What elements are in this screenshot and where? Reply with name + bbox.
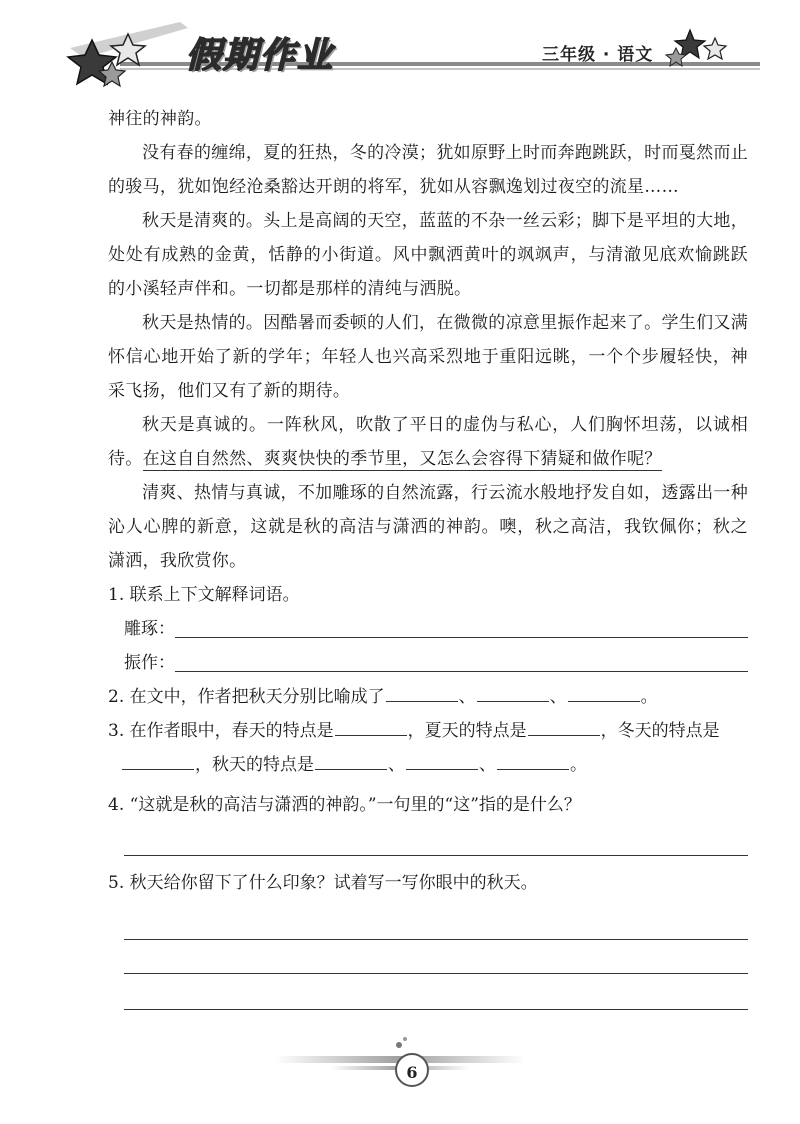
passage-paragraph [108,408,748,476]
star-icon [704,38,726,59]
answer-blank[interactable] [315,750,387,770]
underlined-sentence: 在这自自然然、爽爽快快的季节里，又怎么会容得下猜疑和做作呢？ [142,449,662,469]
answer-line[interactable] [124,822,748,856]
header-decoration [0,0,800,95]
dot-icon [403,1037,407,1041]
passage-paragraph: 清爽、热情与真诚，不加雕琢的自然流露，行云流水般地抒发自如，透露出一种沁人心脾的新意，这就是秋的高洁与潇洒的神韵。噢，秋之高洁，我钦佩你；秋之潇洒，我欣赏你。 [108,483,748,571]
answer-blank[interactable] [122,750,194,770]
grade-subject-label: 三年级 · 语文 [542,45,654,65]
separator: 。 [640,687,658,707]
word-label: 振作： [124,653,175,673]
passage-paragraph: 没有春的缠绵，夏的狂热，冬的冷漠；犹如原野上时而奔跑跳跃，时而戛然而止的骏马，犹如饱经沧桑豁达开朗的将军，犹如从容飘逸划过夜空的流星…… [108,143,748,197]
page-title: 假期作业 [186,36,335,76]
word-definition-row [124,612,748,646]
question-4: 4. “这就是秋的高洁与潇洒的神韵。”一句里的“这”指的是什么？ [108,795,581,815]
answer-line[interactable] [124,940,748,974]
question-5: 5. 秋天给你留下了什么印象？试着写一写你眼中的秋天。 [108,873,538,893]
question-text: 2. 在文中，作者把秋天分别比喻成了 [108,687,385,707]
answer-blank[interactable] [335,716,407,736]
word-label: 雕琢： [124,619,175,639]
answer-blank[interactable] [528,716,600,736]
question-2 [108,680,748,714]
answer-line[interactable] [124,900,748,940]
question-1: 1. 联系上下文解释词语。 [108,585,300,605]
answer-blank[interactable] [497,750,569,770]
passage-sentence: 秋天是真诚的。一阵秋风，吹散了平日的虚伪与私心，人们胸怀坦荡，以诚相待。 [108,415,748,469]
word-definition-row [124,646,748,680]
question-text: ，夏天的特点是 [407,721,527,741]
answer-blank[interactable] [406,750,478,770]
separator: 、 [388,755,405,775]
passage-paragraph: 神往的神韵。 [108,109,212,129]
separator: 、 [479,755,496,775]
worksheet-content [108,102,748,1010]
answer-line[interactable] [175,671,748,672]
passage-paragraph: 秋天是清爽的。头上是高阔的天空，蓝蓝的不杂一丝云彩；脚下是平坦的大地，处处有成熟的金黄，恬静的小街道。风中飘洒黄叶的飒飒声，与清澈见底欢愉跳跃的小溪轻声伴和。一切都是那样的清纯与洒脱。 [108,211,748,299]
separator: 、 [458,687,476,707]
page-number: 6 [406,1063,418,1082]
answer-blank[interactable] [568,682,640,702]
separator: 。 [570,755,587,775]
passage-paragraph: 秋天是热情的。因酷暑而委顿的人们，在微微的凉意里振作起来了。学生们又满怀信心地开始了新的学年；年轻人也兴高采烈地于重阳远眺，一个个步履轻快，神采飞扬，他们又有了新的期待。 [108,313,748,401]
question-text: ，冬天的特点是 [600,721,720,741]
question-text: 3. 在作者眼中，春天的特点是 [108,721,334,741]
answer-line[interactable] [175,637,748,638]
answer-blank[interactable] [386,682,458,702]
separator: 、 [549,687,567,707]
question-3 [108,714,748,782]
dot-icon [396,1042,402,1048]
answer-line[interactable] [124,974,748,1010]
answer-blank[interactable] [477,682,549,702]
page-header [0,0,800,95]
question-text: ，秋天的特点是 [195,755,314,775]
